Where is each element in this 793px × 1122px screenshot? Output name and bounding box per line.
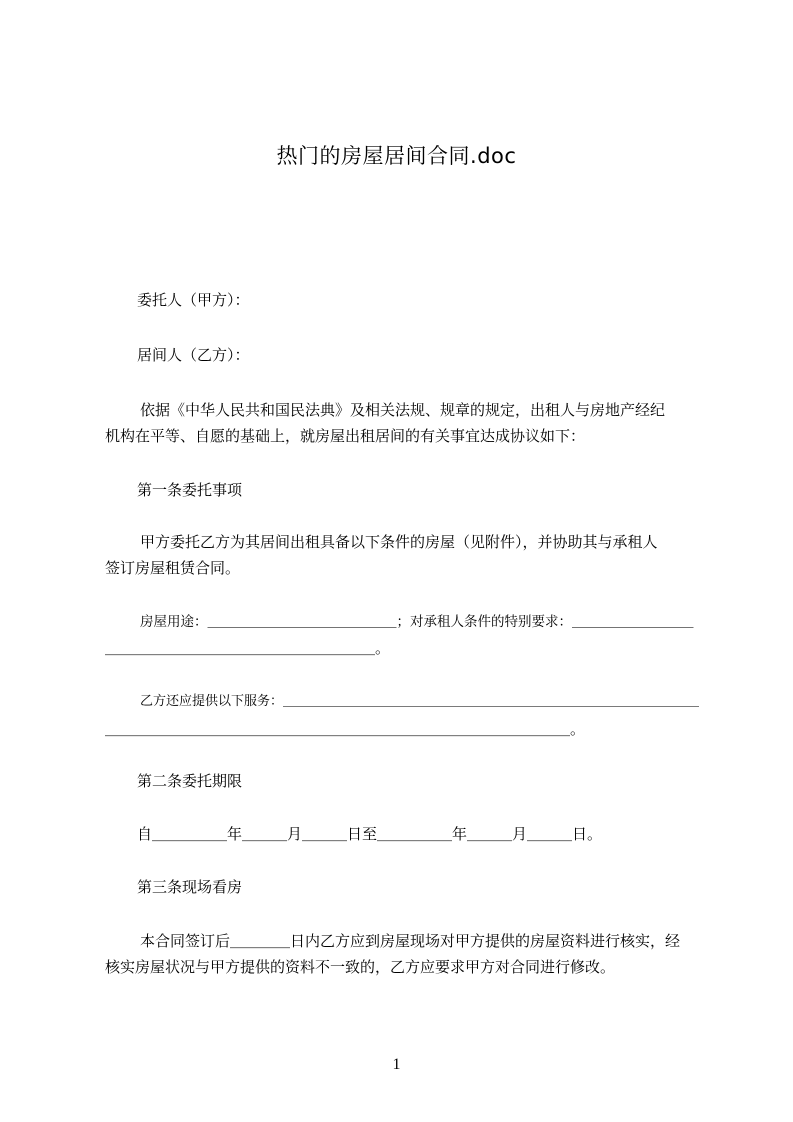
services-line-2: ＿＿＿＿＿＿＿＿＿＿＿＿＿＿＿＿＿＿＿＿＿＿＿＿＿＿＿＿＿＿＿。 [105,720,586,738]
document-title: 热门的房屋居间合同.doc [276,144,517,168]
client-line: 委托人（甲方）： [137,291,250,309]
usage-line-2: ＿＿＿＿＿＿＿＿＿＿＿＿＿＿＿＿＿＿。 [105,639,391,657]
preamble-line-1: 依据《中华人民共和国民法典》及相关法规、规章的规定，出租人与房地产经纪 [140,401,666,419]
preamble-line-2: 机构在平等、自愿的基础上，就房屋出租居间的有关事宜达成协议如下： [105,427,586,445]
services-line-1: 乙方还应提供以下服务：＿＿＿＿＿＿＿＿＿＿＿＿＿＿＿＿＿＿＿＿＿＿＿＿＿＿＿＿＿＿＿＿ [140,694,700,709]
broker-line: 居间人（乙方）： [137,346,250,364]
term-line: 自＿＿＿＿＿年＿＿＿月＿＿＿日至＿＿＿＿＿年＿＿＿月＿＿＿日。 [137,825,603,843]
article2-heading: 第二条委托期限 [137,772,243,790]
article1-heading: 第一条委托事项 [137,481,243,499]
usage-line-1: 房屋用途：＿＿＿＿＿＿＿＿＿＿＿＿＿＿；对承租人条件的特别要求：＿＿＿＿＿＿＿＿＿ [140,614,694,630]
article3-paragraph-line-1: 本合同签订后＿＿＿＿日内乙方应到房屋现场对甲方提供的房屋资料进行核实，经 [140,932,681,950]
article1-paragraph-line-1: 甲方委托乙方为其居间出租具备以下条件的房屋（见附件），并协助其与承租人 [140,533,658,551]
article3-heading: 第三条现场看房 [137,878,243,896]
page-number: 1 [392,1056,401,1073]
article1-paragraph-line-2: 签订房屋租赁合同。 [105,559,241,577]
article3-paragraph-line-2: 核实房屋状况与甲方提供的资料不一致的，乙方应要求甲方对合同进行修改。 [105,958,616,976]
